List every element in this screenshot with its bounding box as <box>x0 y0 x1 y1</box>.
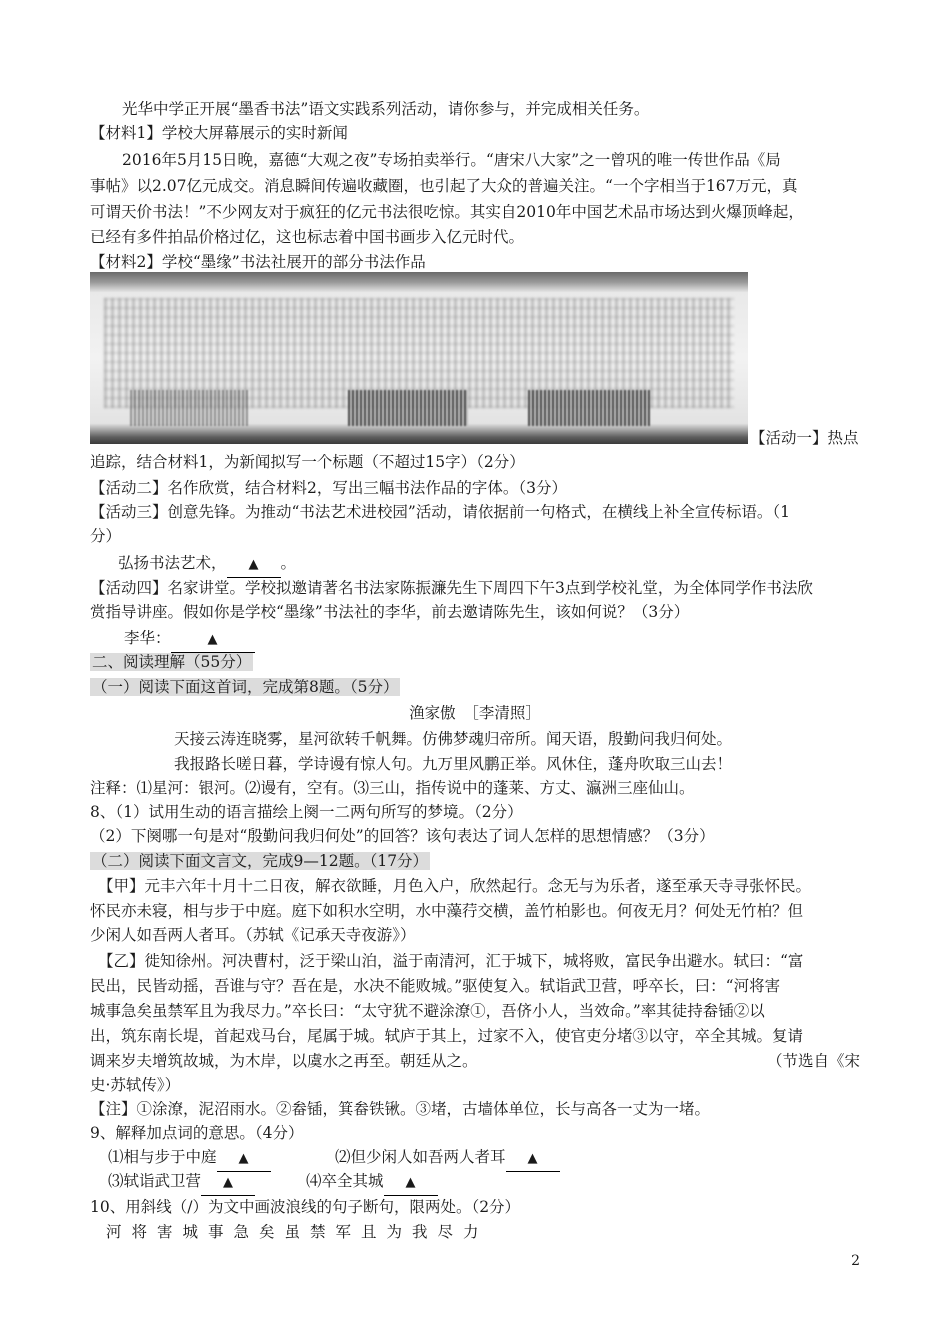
passage-yi-line: 出，筑东南长堤，首起戏马台，尾属于城。轼庐于其上，过家不入，使官吏分堵③以守，卒全其城。复请 <box>90 1027 804 1045</box>
poem-line: 我报路长嗟日暮，学诗谩有惊人句。九万里风鹏正举。风休住，蓬舟吹取三山去！ <box>174 755 733 773</box>
triangle-mark: ▲ <box>207 632 218 647</box>
activity4-question-cont: 赏指导讲座。假如你是学校“墨缘”书法社的李华，前去邀请陈先生，该如何说？（3分） <box>90 603 690 621</box>
question-9-2 <box>335 1145 635 1172</box>
part2-title: （二）阅读下面文言文，完成9—12题。（17分） <box>92 852 429 870</box>
section2-title: 二、阅读理解（55分） <box>92 653 252 671</box>
poem-notes: 注释：⑴星河：银河。⑵谩有，空有。⑶三山，指传说中的蓬莱、方丈、瀛洲三座仙山。 <box>90 779 695 797</box>
answer-blank[interactable] <box>217 1145 271 1172</box>
question-9-3 <box>108 1169 328 1196</box>
passage-source: （节选自《宋 <box>766 1052 860 1070</box>
answer-blank[interactable] <box>506 1145 560 1172</box>
question-9: 9、解释加点词的意思。（4分） <box>90 1124 304 1142</box>
question-9-1-text: ⑴相与步于中庭 <box>108 1148 217 1166</box>
calligraphy-work-left <box>130 390 248 426</box>
part2-heading <box>90 849 860 873</box>
calligraphy-work-middle <box>348 390 468 426</box>
answer-label: 李华： <box>124 629 171 647</box>
question-9-3-text: ⑶轼诣武卫营 <box>108 1172 202 1190</box>
activity3-question: 【活动三】创意先锋。为推动“书法艺术进校园”活动，请依据前一句格式，在横线上补全宣传标语。（1 <box>90 503 790 521</box>
question-10-sentence: 河将害城事急矣虽禁军且为我尽力 <box>106 1223 489 1241</box>
part1-heading <box>90 675 860 699</box>
passage-yi-line: 【乙】徙知徐州。河决曹村，泛于梁山泊，溢于南清河，汇于城下，城将败，富民争出避水。轼曰：“富 <box>98 952 804 970</box>
passage-yi-line: 民出，民皆动摇，吾谁与守？吾在是，水决不能败城。”驱使复入。轼诣武卫营，呼卒长，曰：“河将害 <box>90 977 781 995</box>
answer-line <box>124 626 424 653</box>
passage-source-cont: 史·苏轼传》） <box>90 1076 181 1094</box>
question-9-2-text: ⑵但少闲人如吾两人者耳 <box>335 1148 506 1166</box>
question-9-4 <box>306 1169 606 1196</box>
triangle-mark: ▲ <box>238 1151 249 1166</box>
passage-jia-line: 少闲人如吾两人者耳。（苏轼《记承天寺夜游》） <box>90 926 416 944</box>
answer-blank[interactable] <box>201 1169 255 1196</box>
poem-title: 渔家傲 ［李清照］ <box>409 704 541 722</box>
passage-yi-line: 调来岁夫增筑故城，为木岸，以虞水之再至。朝廷从之。 <box>90 1052 478 1070</box>
slogan-period: 。 <box>280 554 297 572</box>
slogan-text: 弘扬书法艺术， <box>118 554 227 572</box>
triangle-mark: ▲ <box>527 1151 538 1166</box>
passage-yi-line: 城事急矣虽禁军且为我尽力。”卒长曰：“太守犹不避涂潦①，吾侪小人，当效命。”率其徒持畚锸②以 <box>90 1002 765 1020</box>
triangle-mark: ▲ <box>223 1175 234 1190</box>
material1-label: 【材料1】学校大屏幕展示的实时新闻 <box>90 124 348 142</box>
calligraphy-work-right <box>528 390 650 426</box>
question-9-1 <box>108 1145 328 1172</box>
slogan-line <box>118 551 418 578</box>
question-10: 10、用斜线（/）为文中画波浪线的句子断句，限两处。（2分） <box>90 1198 521 1216</box>
material1-paragraph-line: 2016年5月15日晚，嘉德“大观之夜”专场拍卖举行。“唐宋八大家”之一曾巩的唯一传世作品《局 <box>122 151 781 169</box>
answer-blank[interactable] <box>171 626 255 653</box>
material1-paragraph-line: 可谓天价书法！”不少网友对于疯狂的亿元书法很吃惊。其实自2010年中国艺术品市场达到火爆顶峰起， <box>90 203 804 221</box>
activity2-question: 【活动二】名作欣赏，结合材料2，写出三幅书法作品的字体。（3分） <box>90 479 567 497</box>
poem-line: 天接云涛连晓雾，星河欲转千帆舞。仿佛梦魂归帝所。闻天语，殷勤问我归何处。 <box>174 730 733 748</box>
answer-blank[interactable] <box>384 1169 438 1196</box>
slogan-answer-blank[interactable] <box>227 551 281 578</box>
activity3-question-cont: 分） <box>90 527 122 545</box>
material1-paragraph-line: 已经有多件拍品价格过亿，这也标志着中国书画步入亿元时代。 <box>90 228 525 246</box>
calligraphy-photo <box>90 272 748 444</box>
part1-title: （一）阅读下面这首词，完成第8题。（5分） <box>92 678 399 696</box>
triangle-mark: ▲ <box>405 1175 416 1190</box>
intro-text: 光华中学正开展“墨香书法”语文实践系列活动，请你参与，并完成相关任务。 <box>122 100 650 118</box>
activity1-label: 【活动一】热点 <box>750 429 859 447</box>
activity1-question: 追踪，结合材料1，为新闻拟写一个标题（不超过15字）（2分） <box>90 453 525 471</box>
page-number: 2 <box>851 1253 860 1269</box>
material2-label: 【材料2】学校“墨缘”书法社展开的部分书法作品 <box>90 253 426 271</box>
material1-paragraph-line: 事帖》以2.07亿元成交。消息瞬间传遍收藏圈，也引起了大众的普遍关注。“一个字相当于167万元，真 <box>90 177 798 195</box>
activity4-question: 【活动四】名家讲堂。学校拟邀请著名书法家陈振濂先生下周四下午3点到学校礼堂，为全体同学作书法欣 <box>90 579 813 597</box>
section-heading <box>90 650 860 674</box>
passage-jia-line: 【甲】元丰六年十月十二日夜，解衣欲睡，月色入户，欣然起行。念无与为乐者，遂至承天寺寻张怀民。 <box>98 877 812 895</box>
question-8-2: （2）下阕哪一句是对“殷勤问我归何处”的回答？该句表达了词人怎样的思想情感？（3分） <box>90 827 715 845</box>
question-8-1: 8、（1）试用生动的语言描绘上阕一二两句所写的梦境。（2分） <box>90 803 523 821</box>
question-9-4-text: ⑷卒全其城 <box>306 1172 384 1190</box>
triangle-mark: ▲ <box>248 557 259 572</box>
passage-notes: 【注】①涂潦，泥沼雨水。②畚锸，箕畚铁锹。③堵，古墙体单位，长与高各一丈为一堵。 <box>90 1100 711 1118</box>
passage-jia-line: 怀民亦未寝，相与步于中庭。庭下如积水空明，水中藻荇交横，盖竹柏影也。何夜无月？何处无竹柏？但 <box>90 902 804 920</box>
